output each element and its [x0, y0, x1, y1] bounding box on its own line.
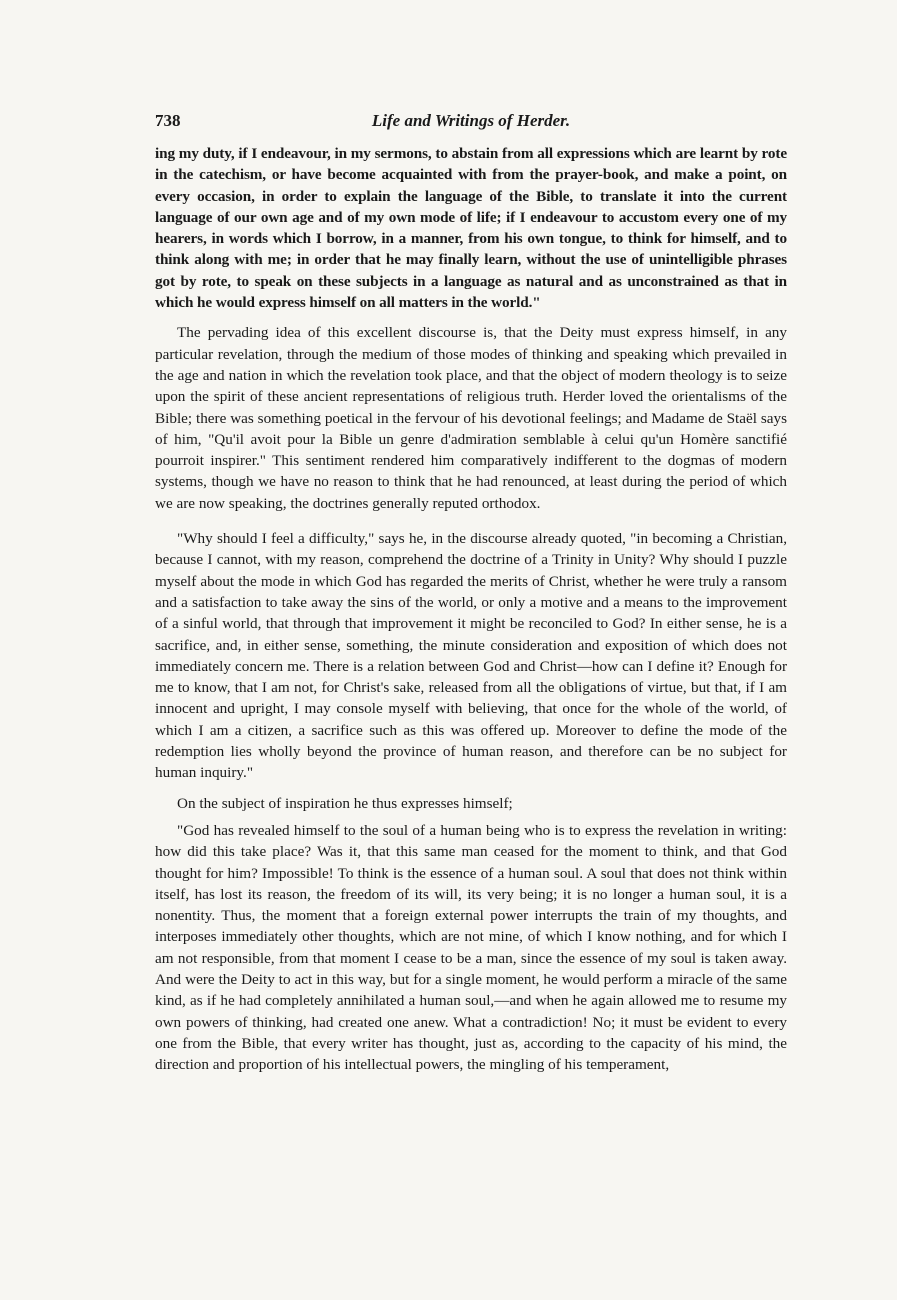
paragraph-discourse-idea: The pervading idea of this excellent discourse is, that the Deity must express himself, in any particular revelation, through the medium of those modes of thinking and speaking which prevailed in the age and nation in which the revelation took place, and that the object of modern theology is to seize upon the spirit of these ancient representations of religious truth. Herder loved the orientalisms of the Bible; there was something poetical in the fervour of his devotional feelings; and Madame de Staël says of him, "Qu'il avoit pour la Bible un genre d'admiration semblable à celui qu'un Homère sanctifié pourroit inspirer." This sentiment rendered him comparatively indifferent to the dogmas of modern systems, though we have no reason to think that he had renounced, at least during the period of which we are now speaking, the doctrines generally reputed orthodox.	[155, 324, 787, 512]
paragraph-trinity-quote: "Why should I feel a difficulty," says he, in the discourse already quoted, "in becoming a Christian, because I cannot, with my reason, comprehend the doctrine of a Trinity in Unity? Why should I puzzle myself about the mode in which God has regarded the merits of Christ, whether he were truly a ransom and a satisfaction to take away the sins of the world, or only a motive and a means to the improvement of a sinful world, that through that improvement it might be reconciled to God? In either sense, he is a sacrifice, and, in either sense, something, the minute consideration and exposition of which does not immediately concern me. There is a relation between God and Christ—how can I define it? Enough for me to know, that I am not, for Christ's sake, released from all the obligations of virtue, but that, if I am innocent and upright, I may console myself with believing, that once for the whole of the world, of which I am a citizen, a sacrifice such as this was offered up. Moreover to define the mode of the redemption lies wholly beyond the province of human reason, and therefore can be no subject for human inquiry."	[155, 530, 787, 782]
page-header	[155, 111, 787, 133]
running-title: Life and Writings of Herder.	[371, 111, 571, 130]
paragraph-quote-continuation: ing my duty, if I endeavour, in my sermons, to abstain from all expressions which are learnt by rote in the catechism, or have become acquainted with from the prayer-book, and make a point, on every occasion, in order to explain the language of the Bible, to translate it into the current language of our own age and of my own mode of life; if I endeavour to accustom every one of my hearers, in words which I borrow, in a manner, from his own tongue, to think for himself, and to think along with me; in order that he may finally learn, without the use of unintelligible phrases got by rote, to speak on these subjects in a language as natural and as unconstrained as that in which he would express himself on all matters in the world."	[155, 145, 787, 312]
page-number: 738	[155, 111, 181, 130]
paragraph-inspiration-intro: On the subject of inspiration he thus expresses himself;	[177, 794, 513, 812]
page-body	[155, 143, 787, 1075]
paragraph-inspiration-quote: "God has revealed himself to the soul of a human being who is to express the revelation in writing: how did this take place? Was it, that this same man ceased for the moment to think, and that God thought for him? Impossible! To think is the essence of a human soul. A soul that does not think within itself, has lost its reason, the freedom of its will, its very being; it is no longer a human soul, it is a nonentity. Thus, the moment that a foreign external power interrupts the train of my thoughts, and interposes immediately other thoughts, which are not mine, of which I know nothing, and for which I am not responsible, from that moment I cease to be a man, since the essence of my soul is taken away. And were the Deity to act in this way, but for a single moment, he would perform a miracle of the same kind, as if he had completely annihilated a human soul,—and when he again allowed me to resume my own powers of thinking, had created one anew. What a contradiction! No; it must be evident to every one from the Bible, that every writer has thought, just as, according to the capacity of his mind, the direction and proportion of his intellectual powers, the mingling of his temperament,	[155, 821, 787, 1074]
